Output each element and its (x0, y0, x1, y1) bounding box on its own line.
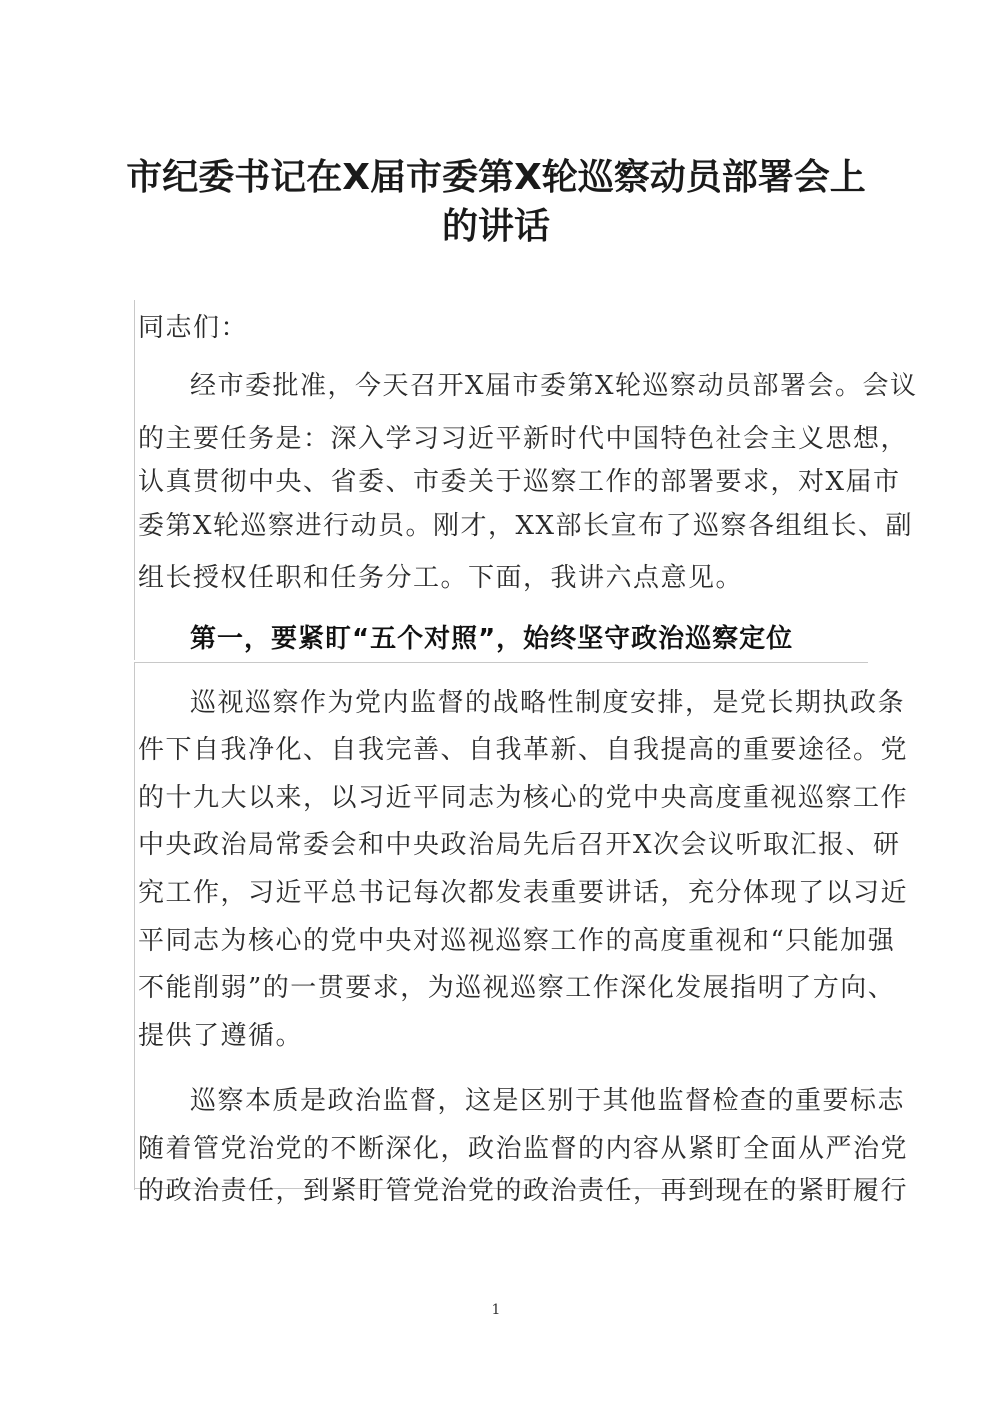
paragraph-2-line-4: 中央政治局常委会和中央政治局先后召开X次会议听取汇报、研 (138, 830, 901, 860)
paragraph-1-line-4: 委第X轮巡察进行动员。刚才，XX部长宣布了巡察各组组长、副 (138, 511, 914, 541)
paragraph-3-line-2: 随着管党治党的不断深化，政治监督的内容从紧盯全面从严治党 (138, 1134, 909, 1164)
text-box-left-border-lower (134, 662, 135, 1190)
paragraph-2-line-1: 巡视巡察作为党内监督的战略性制度安排，是党长期执政条 (190, 688, 906, 718)
paragraph-2-line-2: 件下自我净化、自我完善、自我革新、自我提高的重要途径。党 (138, 735, 909, 765)
paragraph-2-line-3: 的十九大以来，以习近平同志为核心的党中央高度重视巡察工作 (138, 783, 909, 813)
document-title-line-2: 的讲话 (441, 206, 550, 247)
page-number: 1 (491, 1302, 501, 1318)
paragraph-2-line-8: 提供了遵循。 (138, 1021, 304, 1051)
paragraph-3-line-3: 的政治责任，到紧盯管党治党的政治责任，再到现在的紧盯履行 (138, 1176, 909, 1206)
paragraph-1-line-2: 的主要任务是：深入学习习近平新时代中国特色社会主义思想， (138, 424, 909, 454)
paragraph-2-line-7: 不能削弱”的一贯要求，为巡视巡察工作深化发展指明了方向、 (138, 973, 896, 1003)
paragraph-1-line-5: 组长授权任职和任务分工。下面，我讲六点意见。 (138, 563, 744, 593)
text-box-left-border (134, 300, 135, 660)
salutation: 同志们： (138, 313, 249, 343)
section-heading-1: 第一，要紧盯“五个对照”，始终坚守政治巡察定位 (190, 624, 794, 654)
paragraph-1-line-1: 经市委批准，今天召开X届市委第X轮巡察动员部署会。会议 (190, 371, 918, 401)
paragraph-3-line-1: 巡察本质是政治监督，这是区别于其他监督检查的重要标志 (190, 1086, 906, 1116)
paragraph-2-line-6: 平同志为核心的党中央对巡视巡察工作的高度重视和“只能加强 (138, 926, 896, 956)
heading-underline-rule (134, 662, 868, 663)
paragraph-2-line-5: 究工作，习近平总书记每次都发表重要讲话，充分体现了以习近 (138, 878, 909, 908)
document-title-line-1: 市纪委书记在X届市委第X轮巡察动员部署会上 (126, 157, 866, 198)
paragraph-1-line-3: 认真贯彻中央、省委、市委关于巡察工作的部署要求，对X届市 (138, 467, 901, 497)
